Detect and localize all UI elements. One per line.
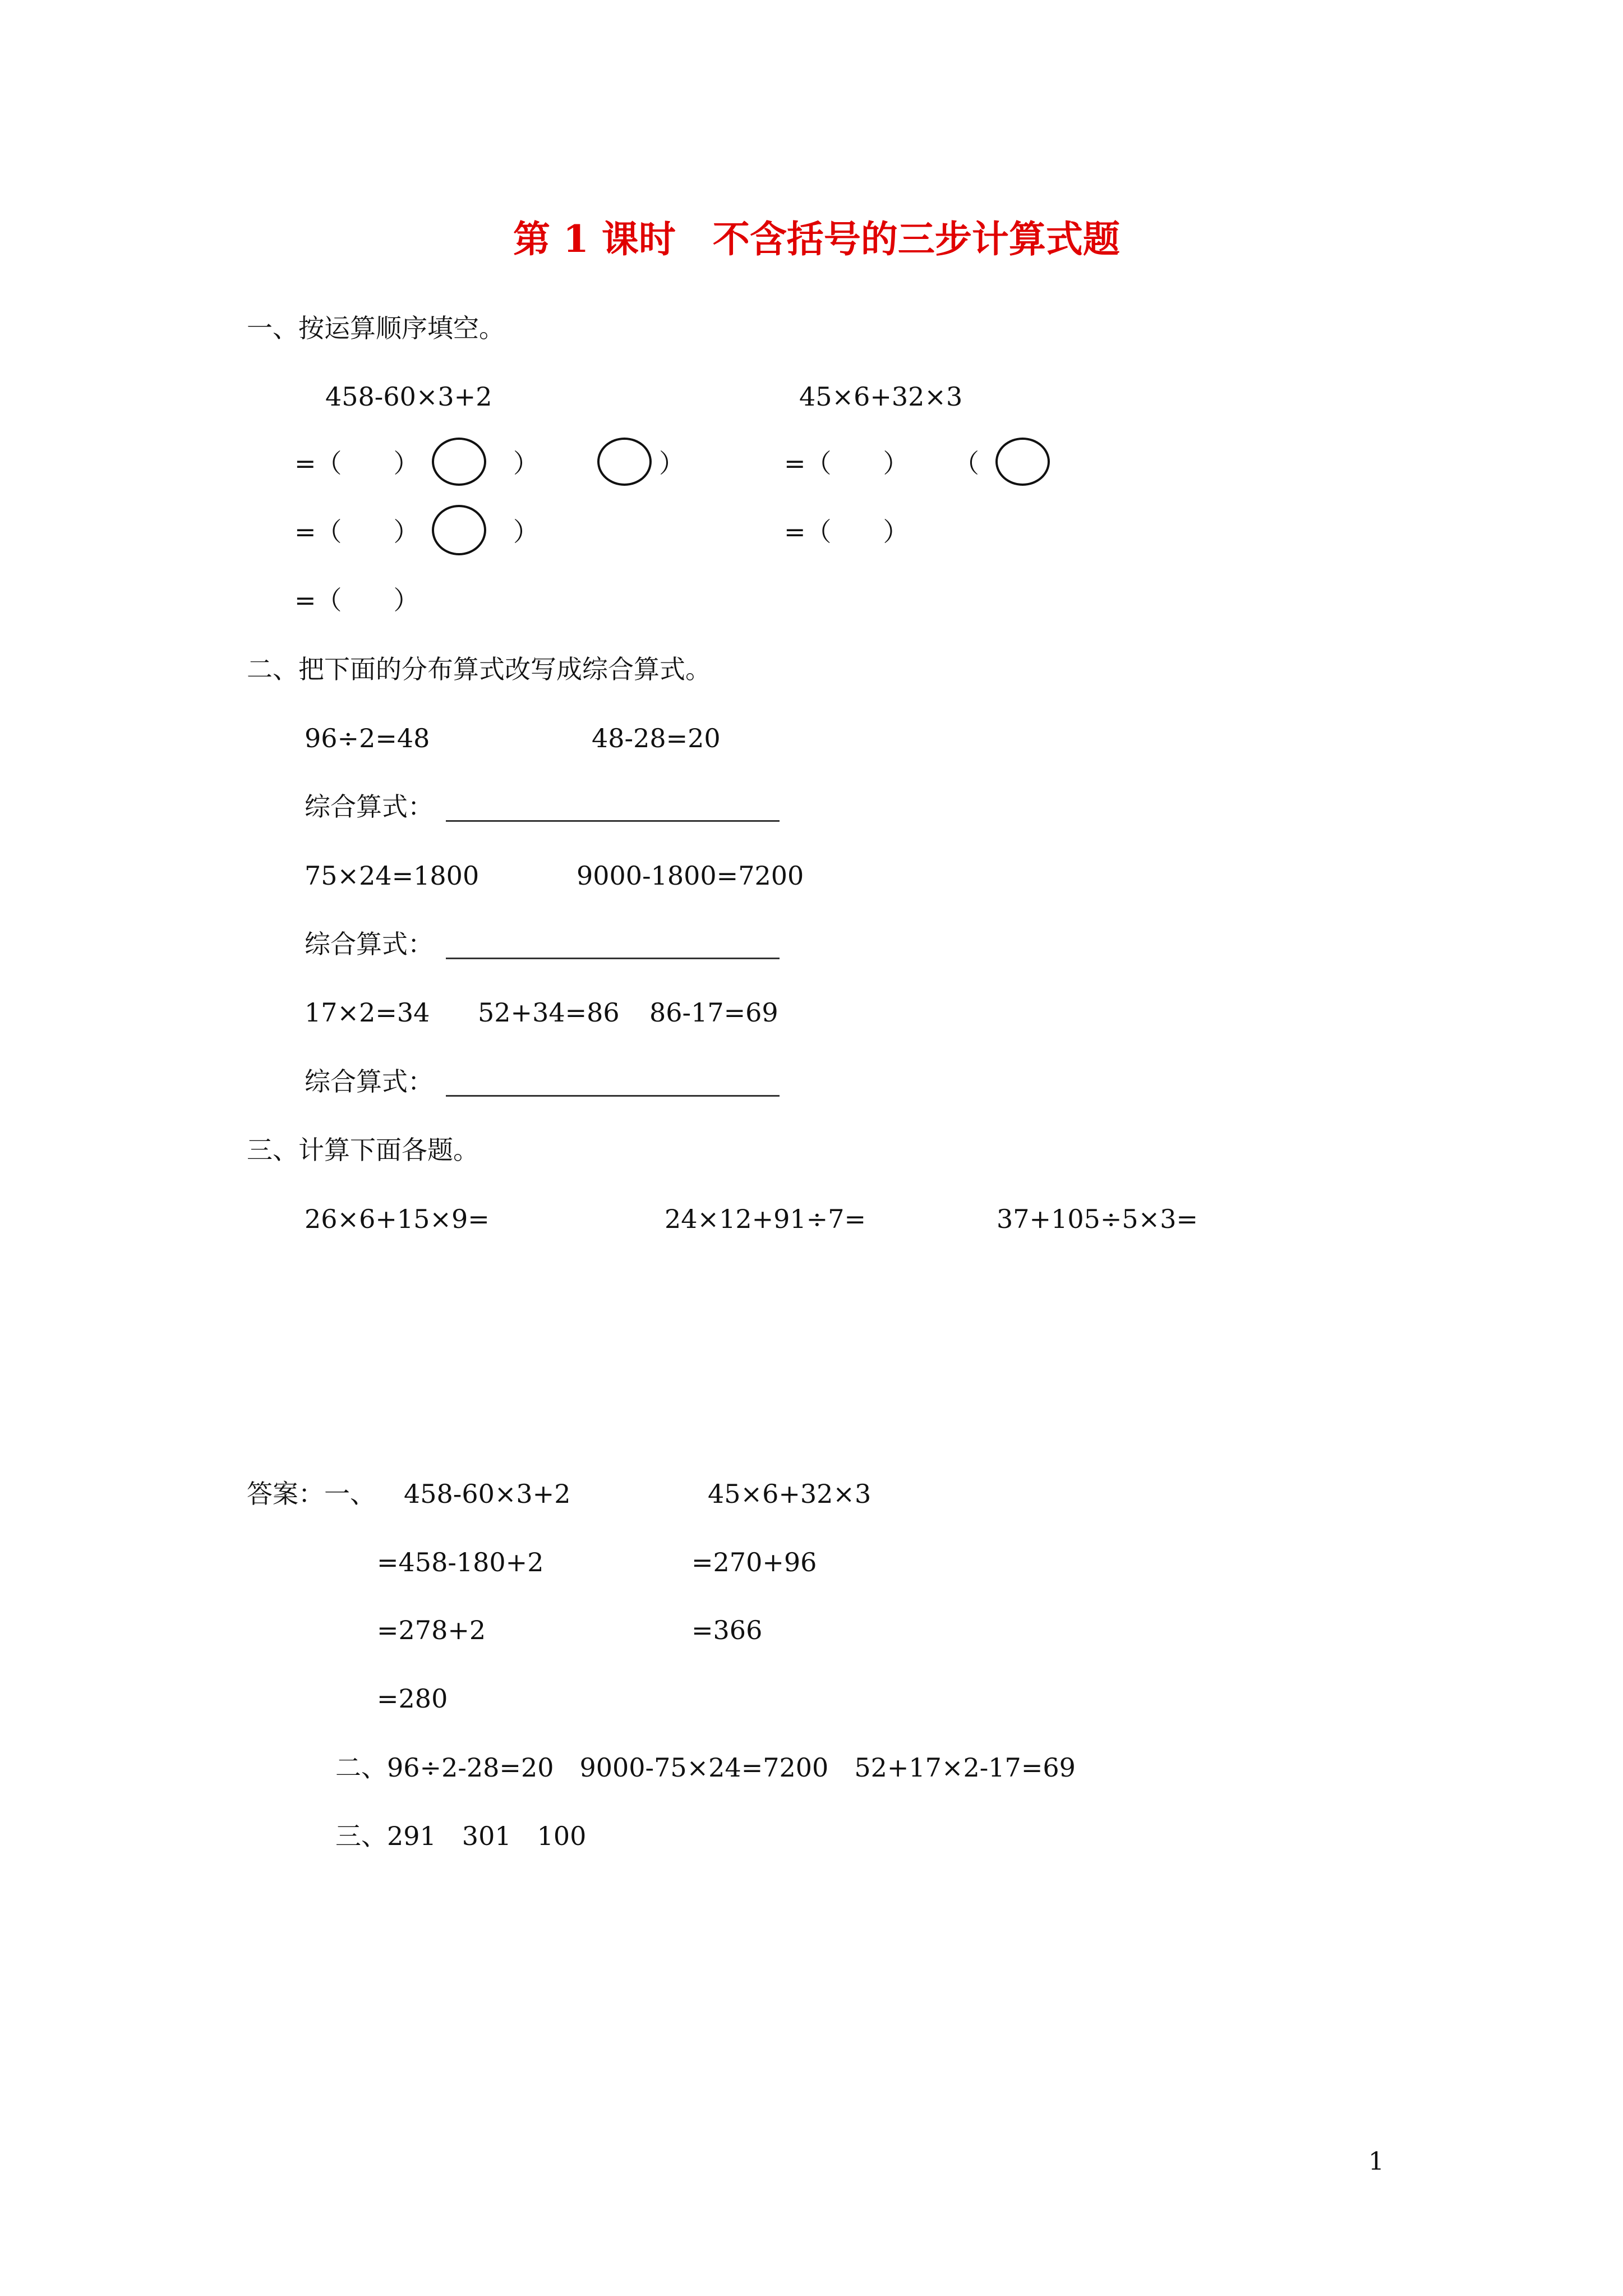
calc-problem: 37+105÷5×3=	[997, 1204, 1198, 1234]
answer-line[interactable]	[446, 820, 780, 822]
operator-circle	[597, 438, 652, 486]
b-step2-blank: =（ ）	[784, 517, 909, 547]
step-equation: 75×24=1800	[305, 861, 479, 891]
answer-line-text: 45×6+32×3	[708, 1479, 872, 1509]
page-title: 第 1 课时 不含括号的三步计算式题	[513, 217, 1120, 261]
operator-circle	[432, 438, 486, 486]
section-1-heading: 一、按运算顺序填空。	[247, 313, 505, 343]
answers-label: 答案：一、	[247, 1479, 376, 1509]
step-equation: 86-17=69	[649, 997, 778, 1028]
calc-problem: 26×6+15×9=	[305, 1204, 490, 1234]
answer-line-text: =270+96	[691, 1547, 817, 1577]
answer-line-text: =366	[691, 1615, 763, 1645]
operator-circle	[432, 505, 486, 555]
step-equation: 48-28=20	[592, 723, 721, 753]
expression-a: 458-60×3+2	[325, 381, 492, 412]
page-number: 1	[1368, 2147, 1384, 2176]
step-equation: 52+34=86	[478, 997, 620, 1028]
paren-close: ）	[513, 448, 539, 478]
answer-line-text: =280	[377, 1683, 448, 1714]
answer-line-text: =278+2	[377, 1615, 486, 1645]
expression-b: 45×6+32×3	[799, 381, 963, 412]
step-equation: 9000-1800=7200	[577, 861, 804, 891]
answer-line-text: 458-60×3+2	[404, 1479, 571, 1509]
a-step1-blank: =（ ）	[294, 448, 419, 478]
calc-problem: 24×12+91÷7=	[665, 1204, 866, 1234]
answer-line-text: =458-180+2	[377, 1547, 544, 1577]
operator-circle	[995, 438, 1050, 486]
b-step1-blank: =（ ）	[784, 448, 909, 478]
combined-formula-label: 综合算式：	[305, 929, 434, 959]
answer-section-3: 三、291 301 100	[335, 1821, 587, 1851]
section-2-heading: 二、把下面的分布算式改写成综合算式。	[247, 654, 711, 684]
answer-line[interactable]	[446, 958, 780, 959]
combined-formula-label: 综合算式：	[305, 792, 434, 822]
a-step3-blank: =（ ）	[294, 585, 419, 615]
paren-close: ）	[513, 517, 539, 547]
section-3-heading: 三、计算下面各题。	[247, 1135, 479, 1165]
combined-formula-label: 综合算式：	[305, 1066, 434, 1097]
paren-open: （	[953, 448, 979, 478]
step-equation: 17×2=34	[305, 997, 430, 1028]
paren-close: ）	[659, 448, 685, 478]
a-step2-blank: =（ ）	[294, 517, 419, 547]
step-equation: 96÷2=48	[305, 723, 430, 753]
answer-section-2: 二、96÷2-28=20 9000-75×24=7200 52+17×2-17=69	[335, 1752, 1076, 1783]
answer-line[interactable]	[446, 1095, 780, 1097]
